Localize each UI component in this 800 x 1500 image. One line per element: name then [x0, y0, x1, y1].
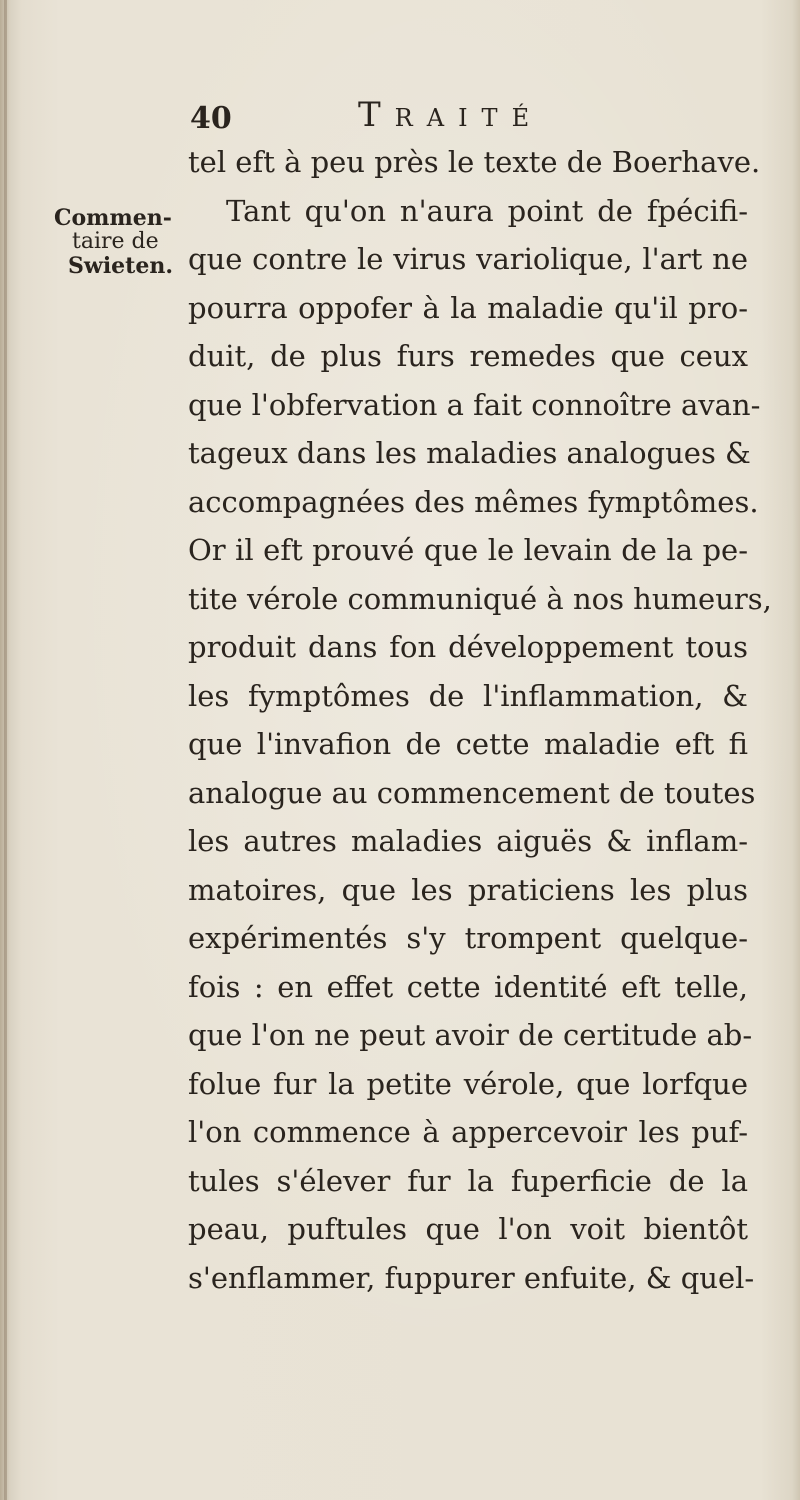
text-line: Tant qu'on n'aura point de fpécifi-	[226, 193, 748, 228]
text-line: produit dans fon développement tous	[188, 630, 748, 664]
text-line: peau, puftules que l'on voit bientôt	[188, 1212, 748, 1246]
text-line: tules s'élever fur la fuperficie de la	[188, 1163, 748, 1198]
text-line: matoires, que les praticiens les plus	[188, 872, 748, 907]
margin-note-line: taire de	[72, 229, 159, 254]
text-line: les fymptômes de l'inflammation, &	[188, 678, 748, 713]
text-line: que l'obfervation a fait connoître avan-	[188, 387, 761, 422]
text-line: analogue au commencement de toutes	[188, 775, 756, 810]
page-number: 40	[190, 101, 232, 136]
text-line: que l'invafion de cette maladie eft fi	[188, 727, 748, 761]
text-line: duit, de plus furs remedes que ceux	[188, 339, 748, 373]
text-line: tite vérole communiqué à nos humeurs,	[188, 581, 772, 616]
margin-note-line: Commen-	[54, 205, 172, 231]
margin-note-line: Swieten.	[68, 253, 173, 279]
text-line: tel eft à peu près le texte de Boerhave.	[188, 145, 761, 179]
text-line: expérimentés s'y trompent quelque-	[188, 921, 748, 955]
body-text	[188, 138, 772, 1302]
text-line: que l'on ne peut avoir de certitude ab-	[188, 1018, 753, 1052]
text-line: folue fur la petite vérole, que lorfque	[188, 1066, 748, 1101]
text-line: s'enflammer, fuppurer enfuite, & quel-	[188, 1260, 755, 1295]
text-line: tageux dans les maladies analogues &	[188, 436, 751, 470]
text-line: fois : en effet cette identité eft telle,	[188, 969, 748, 1004]
text-line: pourra oppofer à la maladie qu'il pro-	[188, 290, 748, 325]
running-title: Traité	[358, 95, 544, 135]
margin-note	[52, 206, 182, 278]
text-line: accompagnées des mêmes fymptômes.	[188, 484, 759, 519]
text-line: l'on commence à appercevoir les puf-	[188, 1115, 748, 1149]
text-line: les autres maladies aiguës & inflam-	[188, 824, 748, 858]
text-line: que contre le virus variolique, l'art ne	[188, 242, 748, 276]
text-line: Or il eft prouvé que le levain de la pe-	[188, 533, 748, 567]
